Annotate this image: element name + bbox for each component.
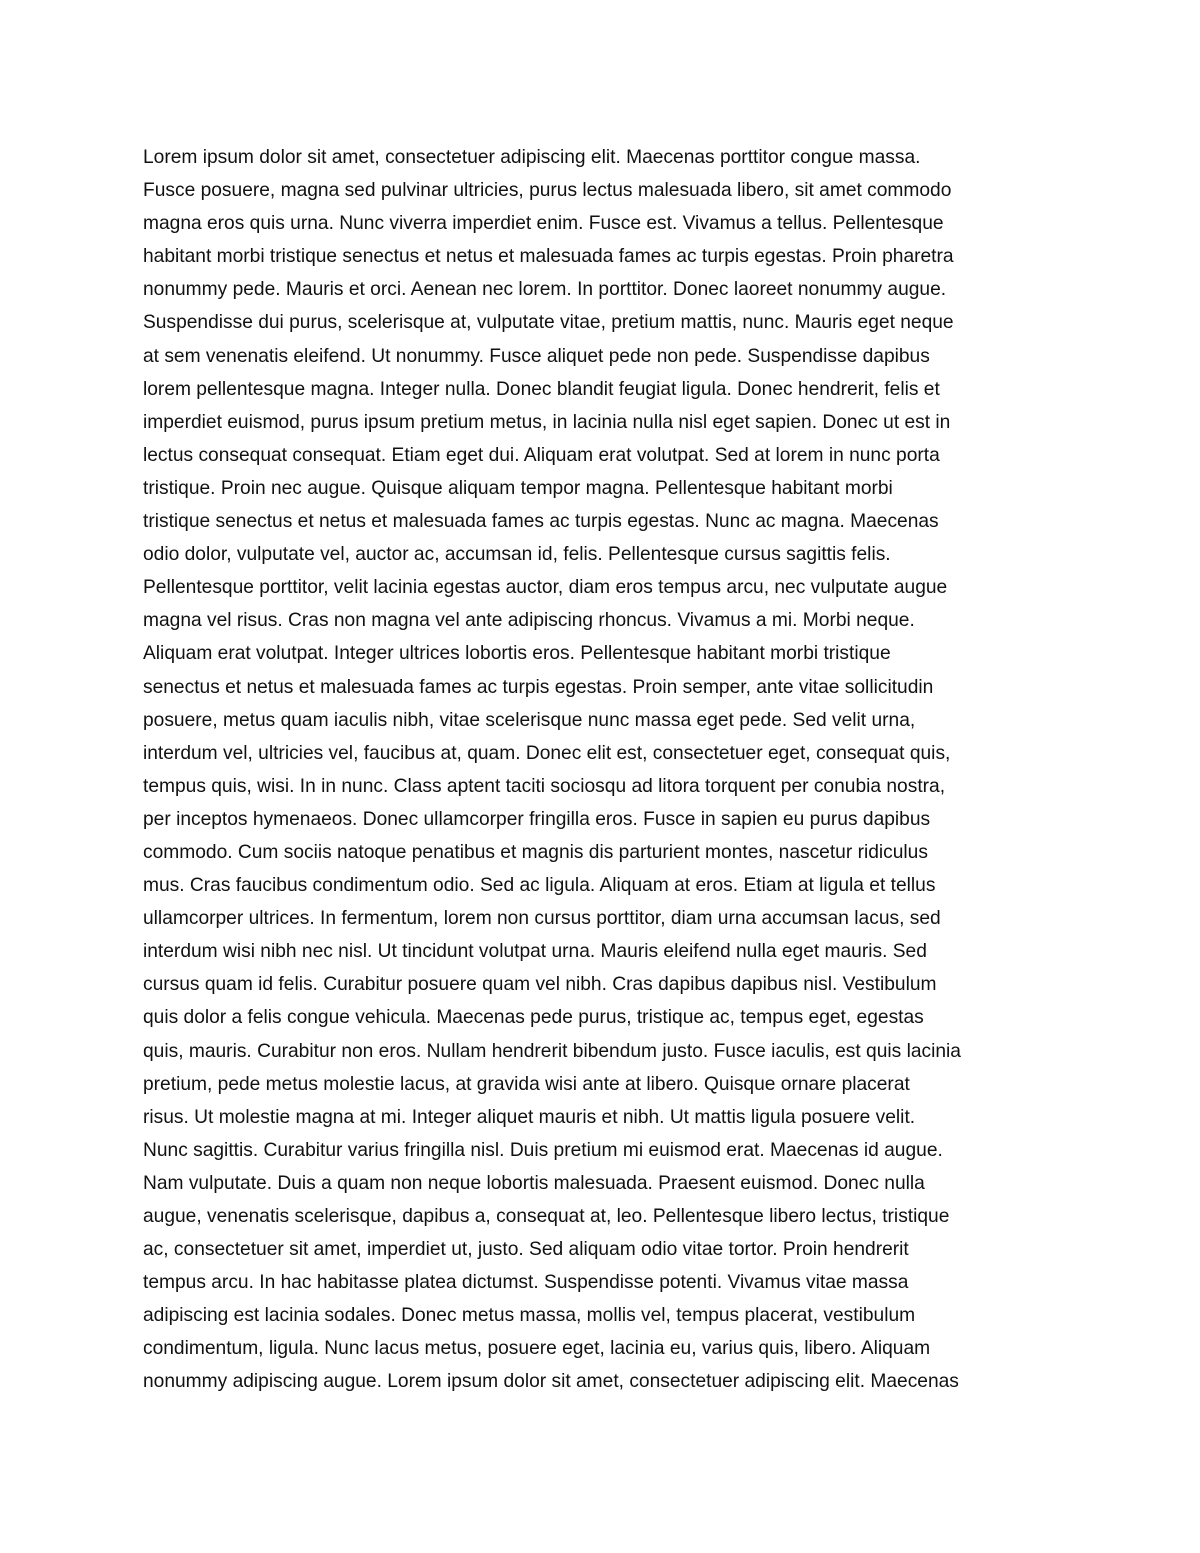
text-line: interdum vel, ultricies vel, faucibus at, quam. Donec elit est, consectetuer eget, consequat quis, bbox=[143, 742, 951, 764]
text-line: ac, consectetuer sit amet, imperdiet ut, justo. Sed aliquam odio vitae tortor. Proin hendrerit bbox=[143, 1239, 909, 1261]
text-line: at sem venenatis eleifend. Ut nonummy. Fusce aliquet pede non pede. Suspendisse dapibus bbox=[143, 345, 930, 367]
text-line: risus. Ut molestie magna at mi. Integer aliquet mauris et nibh. Ut mattis ligula posuere velit. bbox=[143, 1106, 916, 1128]
text-line: tristique senectus et netus et malesuada fames ac turpis egestas. Nunc ac magna. Maecenas bbox=[143, 511, 939, 533]
text-line: nonummy adipiscing augue. Lorem ipsum dolor sit amet, consectetuer adipiscing elit. Maecenas bbox=[143, 1371, 959, 1393]
text-line: mus. Cras faucibus condimentum odio. Sed ac ligula. Aliquam at eros. Etiam at ligula et tellus bbox=[143, 875, 936, 897]
text-line: interdum wisi nibh nec nisl. Ut tincidunt volutpat urna. Mauris eleifend nulla eget mauris. Sed bbox=[143, 941, 927, 963]
text-line: Aliquam erat volutpat. Integer ultrices lobortis eros. Pellentesque habitant morbi tristique bbox=[143, 643, 891, 665]
text-line: Pellentesque porttitor, velit lacinia egestas auctor, diam eros tempus arcu, nec vulputate augue bbox=[143, 577, 948, 599]
text-line: lectus consequat consequat. Etiam eget dui. Aliquam erat volutpat. Sed at lorem in nunc porta bbox=[143, 444, 940, 466]
text-line: senectus et netus et malesuada fames ac turpis egestas. Proin semper, ante vitae sollicitudin bbox=[143, 676, 934, 698]
text-line: per inceptos hymenaeos. Donec ullamcorper fringilla eros. Fusce in sapien eu purus dapibus bbox=[143, 808, 931, 830]
text-line: ullamcorper ultrices. In fermentum, lorem non cursus porttitor, diam urna accumsan lacus, sed bbox=[143, 908, 941, 930]
text-line: Fusce posuere, magna sed pulvinar ultricies, purus lectus malesuada libero, sit amet commodo bbox=[143, 180, 952, 202]
text-line: tempus arcu. In hac habitasse platea dictumst. Suspendisse potenti. Vivamus vitae massa bbox=[143, 1272, 909, 1294]
text-line: quis, mauris. Curabitur non eros. Nullam hendrerit bibendum justo. Fusce iaculis, est quis lacinia bbox=[143, 1040, 961, 1062]
text-line: pretium, pede metus molestie lacus, at gravida wisi ante at libero. Quisque ornare placerat bbox=[143, 1073, 910, 1095]
text-line: Suspendisse dui purus, scelerisque at, vulputate vitae, pretium mattis, nunc. Mauris eget neque bbox=[143, 312, 954, 334]
text-line: habitant morbi tristique senectus et netus et malesuada fames ac turpis egestas. Proin pharetra bbox=[143, 246, 954, 268]
text-line: odio dolor, vulputate vel, auctor ac, accumsan id, felis. Pellentesque cursus sagittis felis. bbox=[143, 544, 891, 566]
text-line: nonummy pede. Mauris et orci. Aenean nec lorem. In porttitor. Donec laoreet nonummy augue. bbox=[143, 279, 947, 301]
body-paragraph bbox=[143, 141, 1083, 1399]
text-line: imperdiet euismod, purus ipsum pretium metus, in lacinia nulla nisl eget sapien. Donec ut est in bbox=[143, 411, 951, 433]
text-line: posuere, metus quam iaculis nibh, vitae scelerisque nunc massa eget pede. Sed velit urna, bbox=[143, 709, 916, 731]
text-line: tempus quis, wisi. In in nunc. Class aptent taciti sociosqu ad litora torquent per conubia nostra, bbox=[143, 775, 946, 797]
text-line: augue, venenatis scelerisque, dapibus a, consequat at, leo. Pellentesque libero lectus, tristique bbox=[143, 1206, 950, 1227]
text-line: magna eros quis urna. Nunc viverra imperdiet enim. Fusce est. Vivamus a tellus. Pellentesque bbox=[143, 213, 944, 235]
text-line: lorem pellentesque magna. Integer nulla. Donec blandit feugiat ligula. Donec hendrerit, felis et bbox=[143, 378, 940, 400]
text-line: Lorem ipsum dolor sit amet, consectetuer adipiscing elit. Maecenas porttitor congue massa. bbox=[143, 147, 921, 168]
text-line: condimentum, ligula. Nunc lacus metus, posuere eget, lacinia eu, varius quis, libero. Aliquam bbox=[143, 1338, 931, 1360]
text-line: commodo. Cum sociis natoque penatibus et magnis dis parturient montes, nascetur ridiculus bbox=[143, 841, 928, 863]
text-line: cursus quam id felis. Curabitur posuere quam vel nibh. Cras dapibus dapibus nisl. Vestibulum bbox=[143, 974, 937, 996]
text-line: quis dolor a felis congue vehicula. Maecenas pede purus, tristique ac, tempus eget, egestas bbox=[143, 1007, 924, 1029]
text-line: Nunc sagittis. Curabitur varius fringilla nisl. Duis pretium mi euismod erat. Maecenas id augue. bbox=[143, 1139, 943, 1161]
text-line: tristique. Proin nec augue. Quisque aliquam tempor magna. Pellentesque habitant morbi bbox=[143, 477, 893, 499]
text-line: magna vel risus. Cras non magna vel ante adipiscing rhoncus. Vivamus a mi. Morbi neque. bbox=[143, 610, 915, 632]
text-line: adipiscing est lacinia sodales. Donec metus massa, mollis vel, tempus placerat, vestibulum bbox=[143, 1305, 916, 1327]
text-line: Nam vulputate. Duis a quam non neque lobortis malesuada. Praesent euismod. Donec nulla bbox=[143, 1172, 925, 1194]
